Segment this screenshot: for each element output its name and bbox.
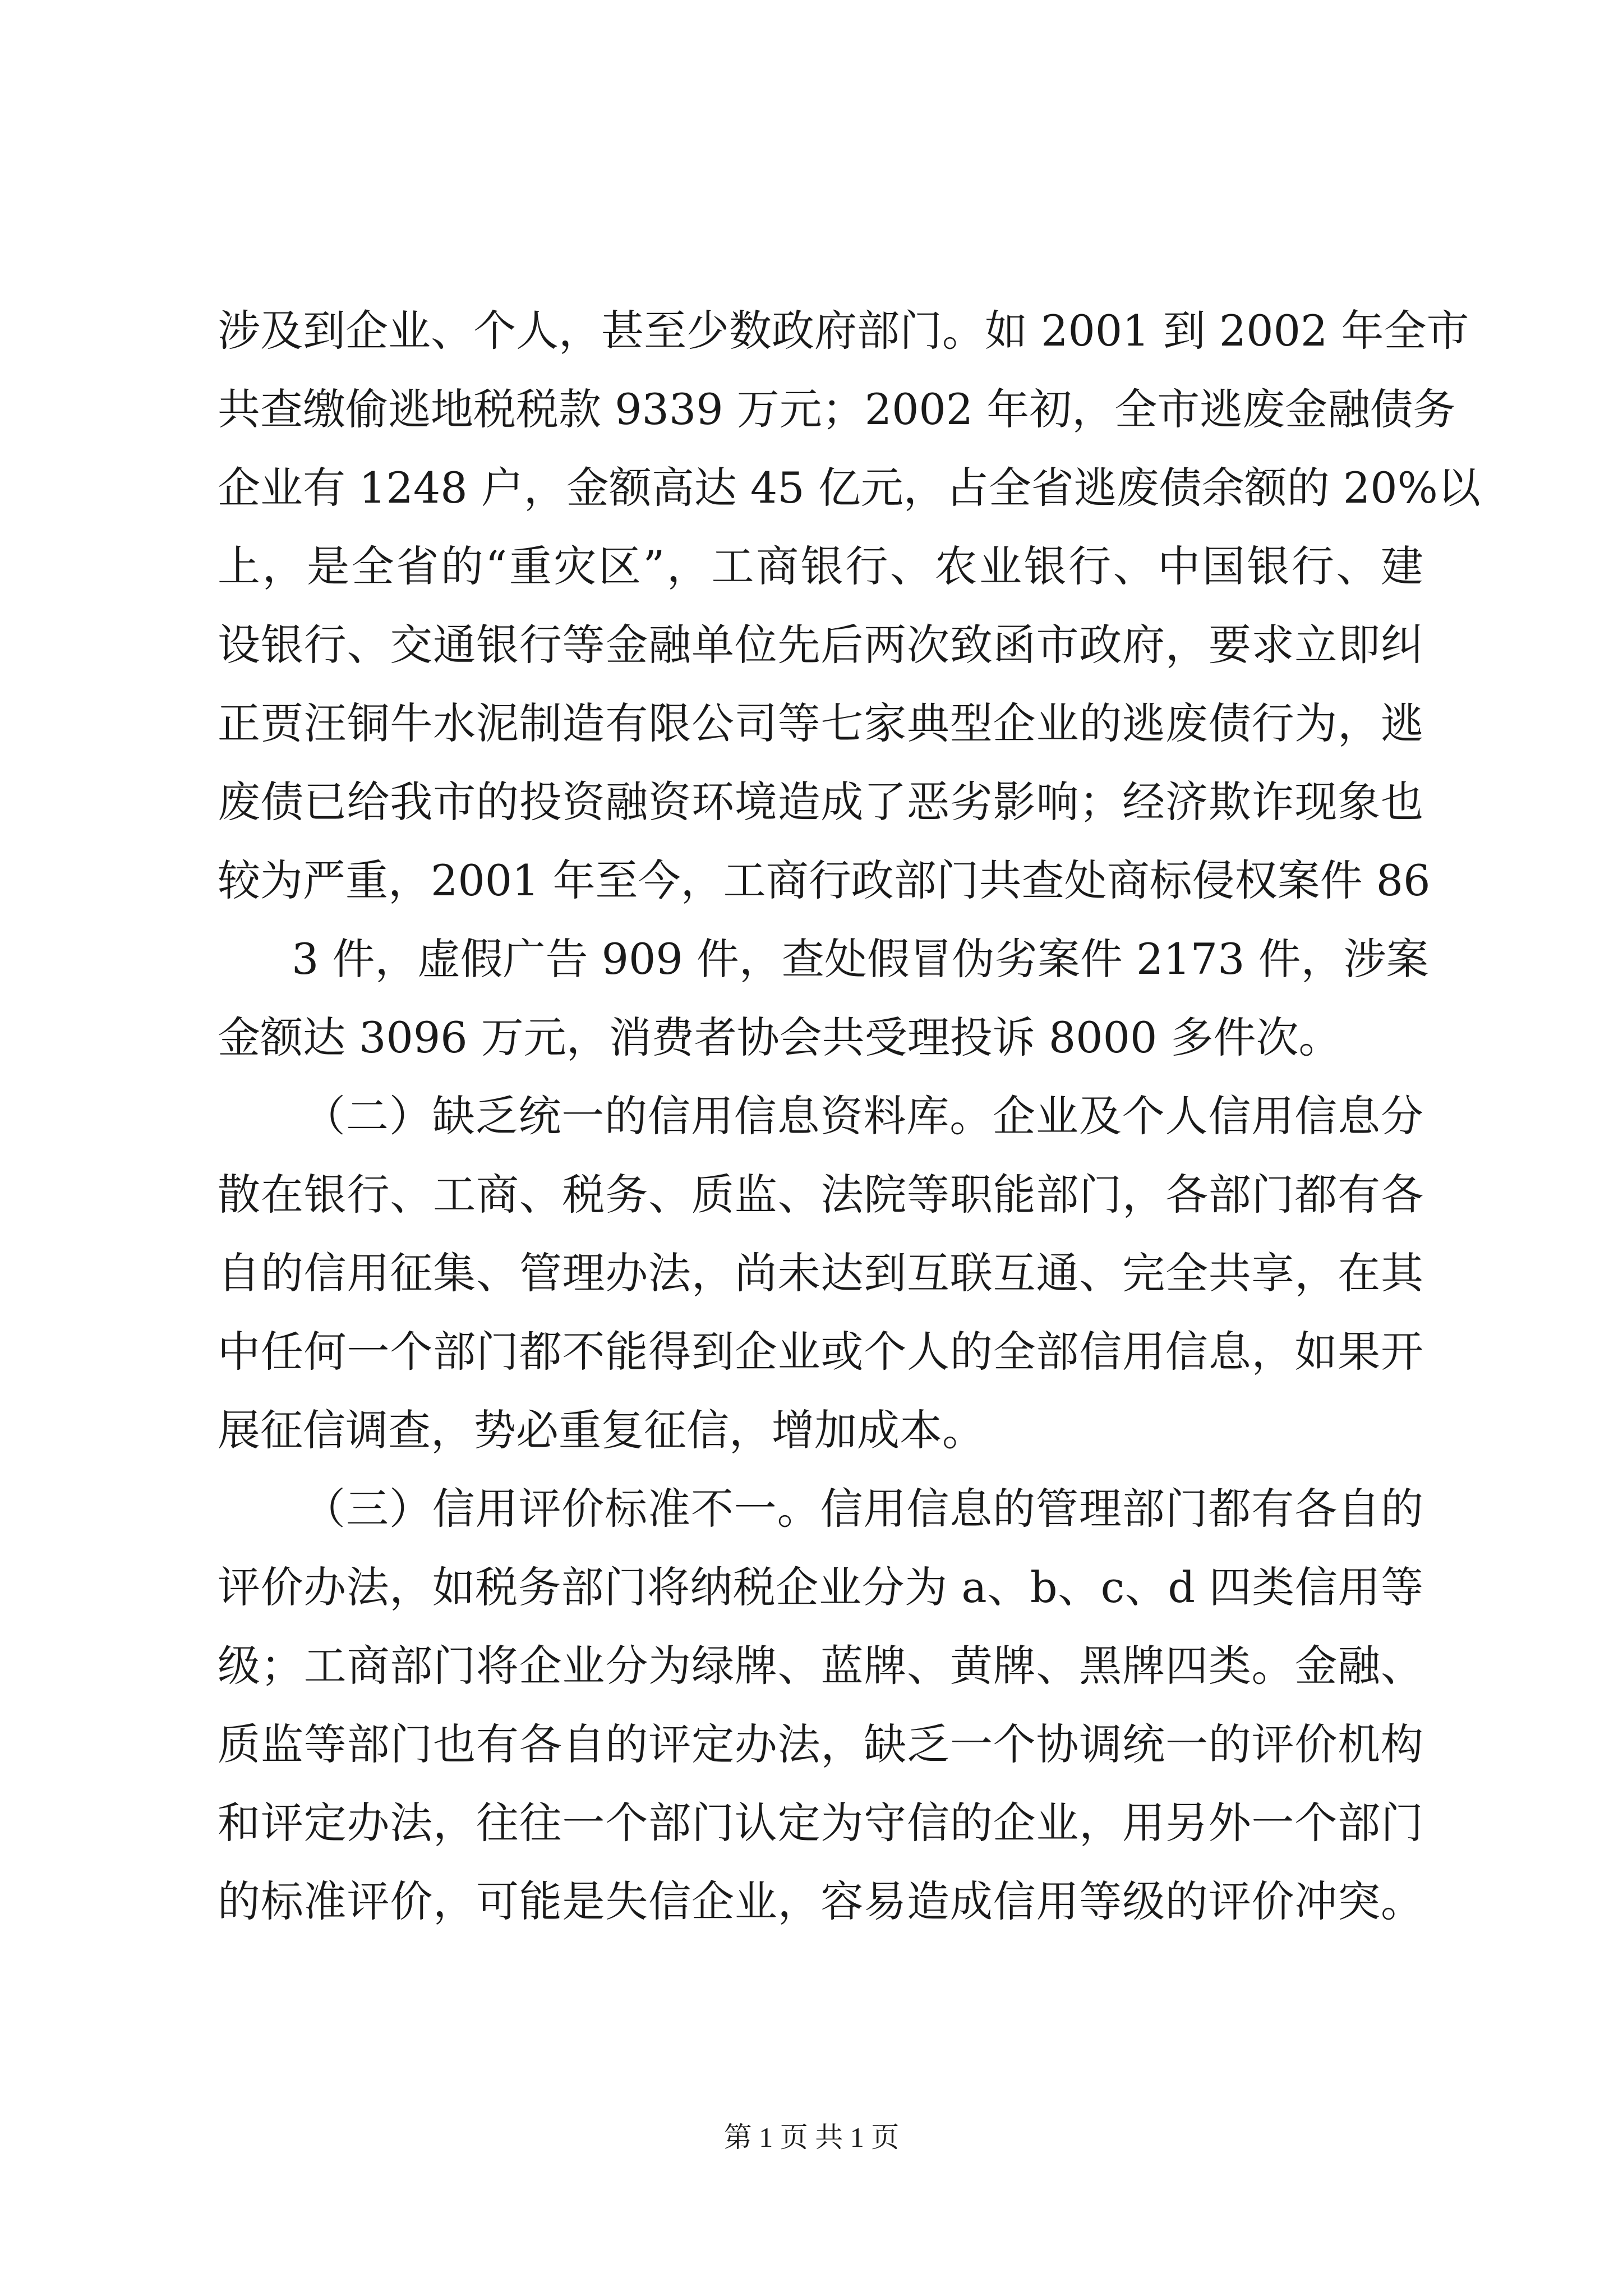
paragraph-heading-line: （二）缺乏统一的信用信息资料库。企业及个人信用信息分 [303,1091,1423,1141]
text-line: 较为严重，2001 年至今，工商行政部门共查处商标侵权案件 86 [218,855,1431,905]
text-line: 的标准评价，可能是失信企业，容易造成信用等级的评价冲突。 [218,1876,1423,1926]
text-line: 级；工商部门将企业分为绿牌、蓝牌、黄牌、黑牌四类。金融、 [218,1641,1423,1691]
text-line: 设银行、交通银行等金融单位先后两次致函市政府，要求立即纠 [218,620,1423,670]
text-line: 共查缴偷逃地税税款 9339 万元；2002 年初，全市逃废金融债务 [218,384,1456,434]
text-line: 3 件，虚假广告 909 件，查处假冒伪劣案件 2173 件，涉案 [292,934,1429,984]
text-line: 散在银行、工商、税务、质监、法院等职能部门，各部门都有各 [218,1170,1423,1220]
text-line: 正贾汪铜牛水泥制造有限公司等七家典型企业的逃废债行为，逃 [218,698,1423,748]
text-line: 自的信用征集、管理办法，尚未达到互联互通、完全共享，在其 [218,1248,1423,1298]
text-line: 和评定办法，往往一个部门认定为守信的企业，用另外一个部门 [218,1798,1423,1848]
text-line: 企业有 1248 户，金额高达 45 亿元，占全省逃废债余额的 20%以 [218,463,1481,513]
text-line: 涉及到企业、个人，甚至少数政府部门。如 2001 到 2002 年全市 [218,306,1469,356]
text-line: 展征信调查，势必重复征信，增加成本。 [218,1405,985,1455]
text-line: 中任何一个部门都不能得到企业或个人的全部信用信息，如果开 [218,1327,1423,1377]
text-line: 质监等部门也有各自的评定办法，缺乏一个协调统一的评价机构 [218,1719,1423,1769]
paragraph-heading-line: （三）信用评价标准不一。信用信息的管理部门都有各自的 [303,1484,1423,1534]
page-number-footer: 第 1 页 共 1 页 [723,2122,900,2153]
text-line: 废债已给我市的投资融资环境造成了恶劣影响；经济欺诈现象也 [218,777,1423,827]
text-line: 评价办法，如税务部门将纳税企业分为 a、b、c、d 四类信用等 [218,1562,1423,1612]
text-line: 上，是全省的“重灾区”，工商银行、农业银行、中国银行、建 [218,541,1423,591]
text-line: 金额达 3096 万元，消费者协会共受理投诉 8000 多件次。 [218,1013,1341,1062]
